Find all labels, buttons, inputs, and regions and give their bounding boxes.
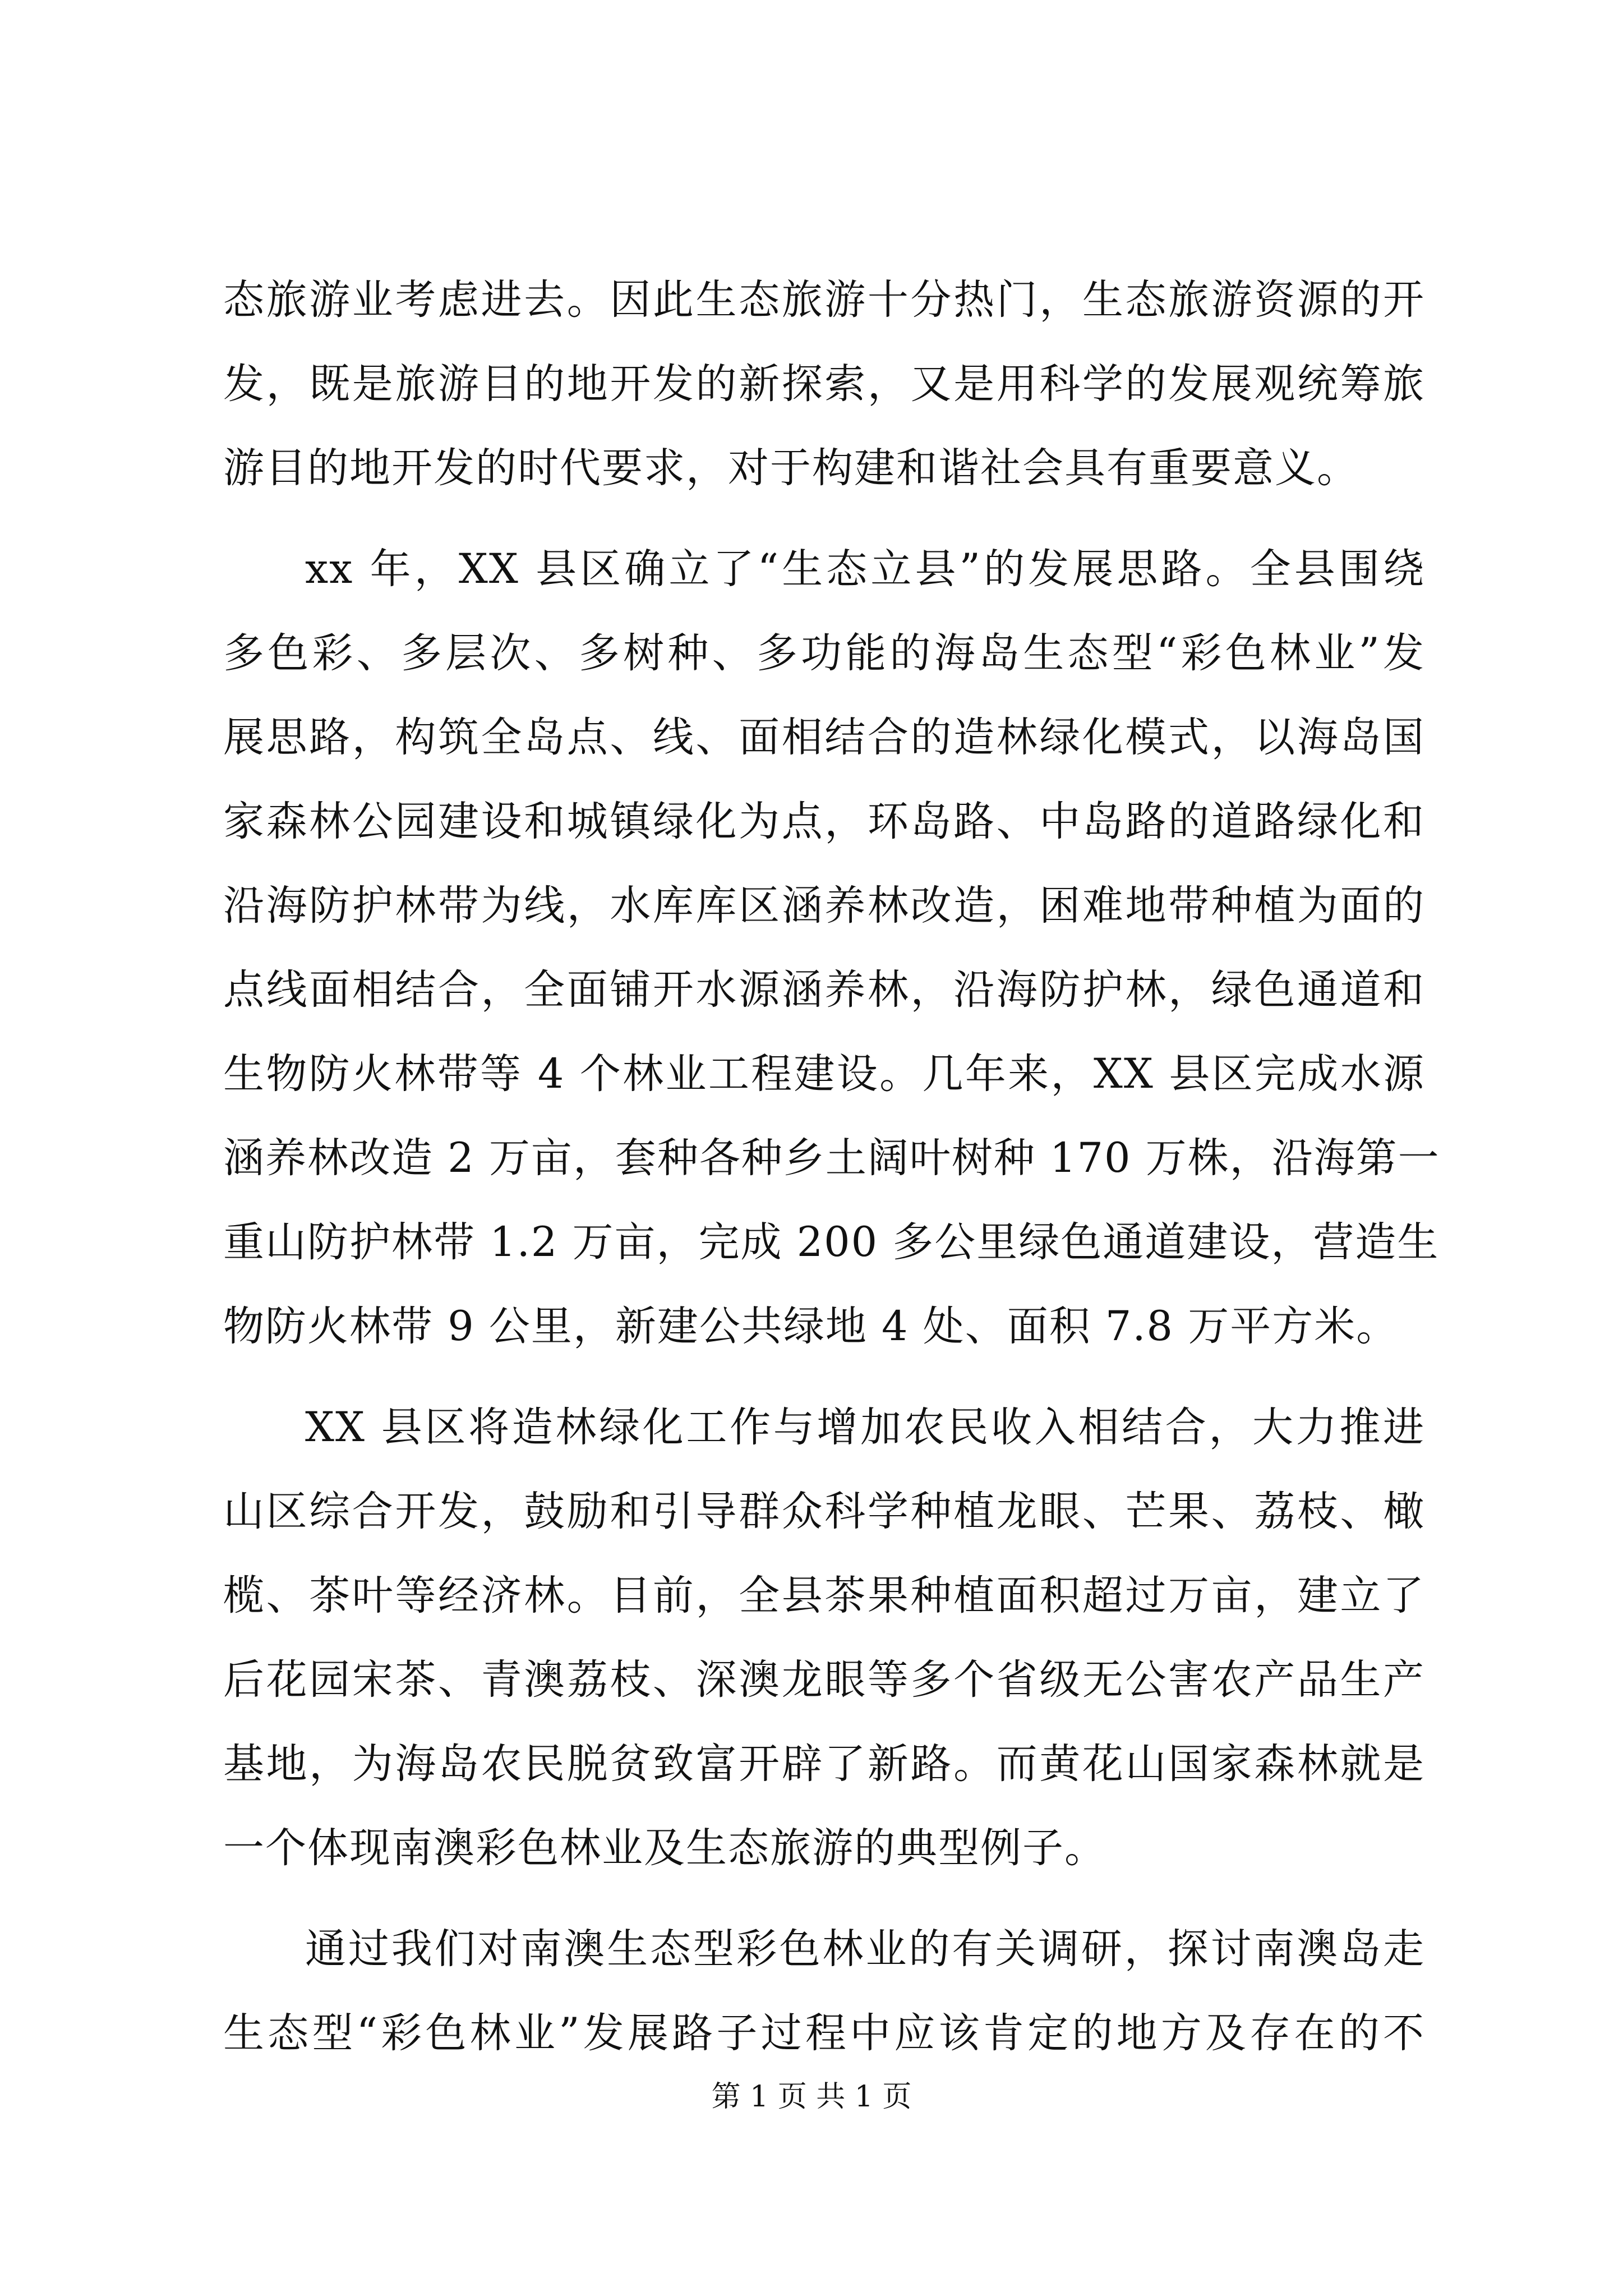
paragraph: [223, 258, 1425, 510]
text-line: 态旅游业考虑进去。因此生态旅游十分热门，生态旅游资源的开: [223, 276, 1425, 324]
text-line: 发，既是旅游目的地开发的新探索，又是用科学的发展观统筹旅: [223, 360, 1425, 408]
text-line: 物防火林带 9 公里，新建公共绿地 4 处、面积 7.8 万平方米。: [223, 1303, 1399, 1350]
text-line: 涵养林改造 2 万亩，套种各种乡土阔叶树种 170 万株，沿海第一: [223, 1134, 1440, 1182]
body-text: [223, 258, 1440, 2076]
text-line: 重山防护林带 1.2 万亩，完成 200 多公里绿色通道建设，营造生: [223, 1218, 1440, 1266]
text-line: 沿海防护林带为线，水库库区涵养林改造，困难地带种植为面的: [223, 882, 1425, 930]
text-line: 通过我们对南澳生态型彩色林业的有关调研，探讨南澳岛走: [305, 1925, 1425, 1973]
paragraph: [223, 527, 1440, 1369]
text-line: 多色彩、多层次、多树种、多功能的海岛生态型“彩色林业”发: [223, 629, 1425, 677]
text-line: 生态型“彩色林业”发展路子过程中应该肯定的地方及存在的不: [223, 2009, 1425, 2057]
text-line: 一个体现南澳彩色林业及生态旅游的典型例子。: [223, 1824, 1106, 1872]
text-line: 榄、茶叶等经济林。目前，全县茶果种植面积超过万亩，建立了: [223, 1572, 1425, 1619]
text-line: 后花园宋茶、青澳荔枝、深澳龙眼等多个省级无公害农产品生产: [223, 1656, 1425, 1704]
paragraph: [223, 1907, 1425, 2076]
text-line: 家森林公园建设和城镇绿化为点，环岛路、中岛路的道路绿化和: [223, 798, 1425, 845]
text-line: 游目的地开发的时代要求，对于构建和谐社会具有重要意义。: [223, 444, 1359, 492]
paragraph: [223, 1386, 1425, 1890]
text-line: 展思路，构筑全岛点、线、面相结合的造林绿化模式，以海岛国: [223, 714, 1425, 761]
text-line: 生物防火林带等 4 个林业工程建设。几年来，XX 县区完成水源: [223, 1050, 1425, 1098]
text-line: XX 县区将造林绿化工作与增加农民收入相结合，大力推进: [305, 1404, 1425, 1451]
page-footer: [0, 2073, 1623, 2115]
text-line: 基地，为海岛农民脱贫致富开辟了新路。而黄花山国家森林就是: [223, 1740, 1425, 1788]
text-line: 山区综合开发，鼓励和引导群众科学种植龙眼、芒果、荔枝、橄: [223, 1488, 1425, 1535]
text-line: xx 年，XX 县区确立了“生态立县”的发展思路。全县围绕: [305, 545, 1425, 593]
page-number: 第 1 页 共 1 页: [711, 2080, 912, 2114]
text-line: 点线面相结合，全面铺开水源涵养林，沿海防护林，绿色通道和: [223, 966, 1425, 1014]
